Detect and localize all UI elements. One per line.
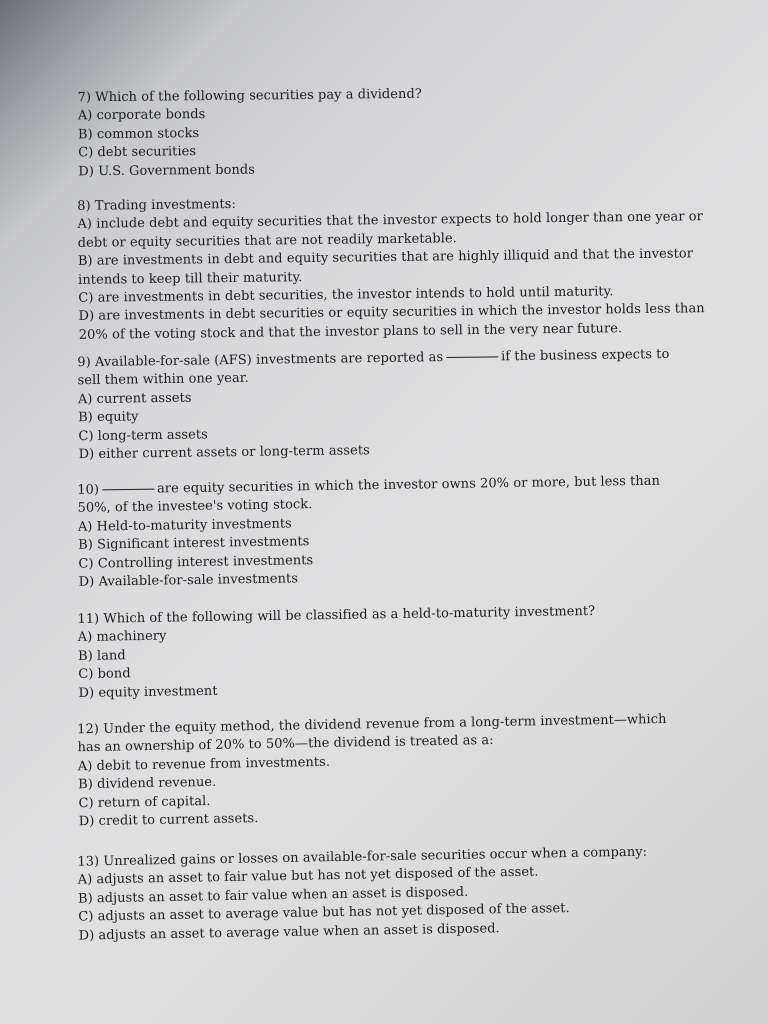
question-13-stem: 13) Unrealized gains or losses on available-for-sale securities occur when a company: [77, 844, 648, 870]
question-9-option-a: A) current assets [77, 390, 192, 408]
question-12-option-d: D) credit to current assets. [78, 811, 259, 830]
question-12-option-b: B) dividend revenue. [78, 775, 217, 793]
question-10 [77, 472, 689, 592]
question-9 [77, 346, 678, 465]
question-7-option-a: A) corporate bonds [77, 107, 206, 124]
question-8-option-b: B) are investments in debt and equity securities that are highly illiquid and that the investor intends to keep till their maturity. [77, 246, 694, 288]
question-12-option-c: C) return of capital. [78, 793, 211, 811]
question-9-option-b: B) equity [78, 409, 139, 426]
question-11-stem: 11) Which of the following will be classified as a held-to-maturity investment? [77, 603, 596, 628]
question-7-option-b: B) common stocks [77, 125, 200, 143]
question-10-option-b: B) Significant interest investments [78, 534, 310, 554]
question-13-option-a: A) adjusts an asset to fair value but has not yet disposed of the asset. [77, 864, 539, 888]
question-13-option-c: C) adjusts an asset to average value but has not yet disposed of the asset. [78, 901, 570, 925]
question-12-option-a: A) debit to revenue from investments. [77, 754, 331, 775]
question-10-option-a: A) Held-to-maturity investments [77, 516, 292, 535]
question-10-option-c: C) Controlling interest investments [78, 552, 314, 572]
question-8-option-d: D) are investments in debt securities or equity securities in which the investor holds less than 20% of the voting stock and that the investor plans to sell in the very near future. [78, 301, 705, 343]
question-11 [77, 601, 718, 703]
question-8-option-a: A) include debt and equity securities that the investor expects to hold longer than one year or debt or equity securities that are not readily marketable. [77, 209, 703, 251]
question-8-option-c: C) are investments in debt securities, the investor intends to hold until maturity. [78, 284, 614, 306]
question-7-stem: 7) Which of the following securities pay a dividend? [77, 86, 422, 106]
question-9-stem-before-blank: 9) Available-for-sale (AFS) investments are reported as [77, 350, 444, 371]
question-11-option-a: A) machinery [77, 629, 167, 646]
question-9-option-c: C) long-term assets [78, 427, 208, 444]
question-7-option-d: D) U.S. Government bonds [78, 162, 255, 179]
answer-blank [446, 356, 498, 358]
question-11-option-c: C) bond [78, 666, 131, 683]
question-12 [77, 711, 679, 832]
question-7-option-c: C) debt securities [78, 144, 197, 161]
question-10-option-d: D) Available-for-sale investments [78, 571, 299, 590]
question-11-option-b: B) land [77, 648, 126, 664]
question-13-option-d: D) adjusts an asset to average value when an asset is disposed. [78, 920, 500, 944]
question-9-option-d: D) either current assets or long-term assets [78, 443, 370, 463]
question-7 [78, 83, 719, 182]
answer-blank [102, 489, 154, 491]
question-13 [77, 842, 719, 945]
question-10-stem-after-blank: are equity securities in which the investor owns 20% or more, but less than 50%, of the investee's voting stock. [77, 473, 661, 517]
question-13-option-b: B) adjusts an asset to fair value when an asset is disposed. [77, 884, 469, 907]
question-9-stem-after-blank: if the business expects to sell them within one year. [77, 346, 670, 389]
question-8 [77, 190, 709, 345]
question-12-stem: 12) Under the equity method, the dividend revenue from a long-term investment—which has an ownership of 20% to 50%—the dividend is treated as a: [77, 711, 667, 756]
question-8-stem: 8) Trading investments: [77, 196, 237, 214]
question-10-stem-before-blank: 10) [77, 482, 100, 498]
question-11-option-d: D) equity investment [78, 683, 218, 701]
